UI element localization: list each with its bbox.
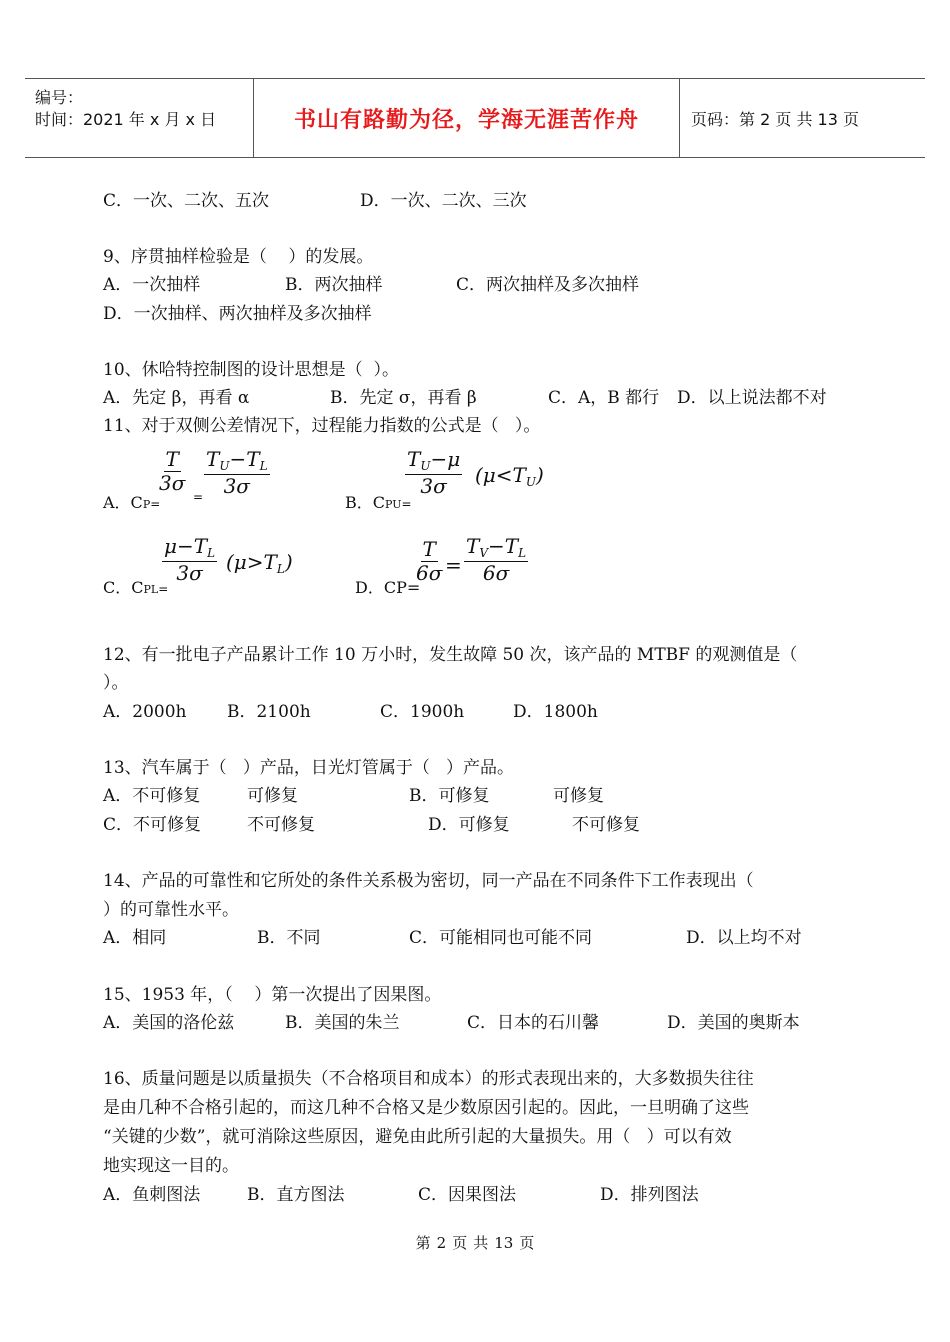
q13-option-c-second: 不可修复 [247, 815, 315, 835]
formula-c-label: C．CPL= [103, 578, 169, 597]
formula-c-condition: $(\mu>T_L)$ [226, 550, 293, 576]
header-motto: 书山有路勤为径，学海无涯苦作舟 [293, 108, 639, 133]
q15-option-a: A．美国的洛伦兹 [103, 1013, 235, 1033]
question-14-line2: ）的可靠性水平。 [103, 900, 239, 920]
q16-option-c: C．因果图法 [418, 1185, 517, 1205]
q9-option-d: D．一次抽样、两次抽样及多次抽样 [103, 304, 372, 324]
q10-option-c: C．A，B 都行 [548, 388, 660, 408]
q8-option-d: D．一次、二次、三次 [360, 191, 527, 211]
q12-option-d: D．1800h [513, 702, 598, 722]
q14-option-c: C．可能相同也可能不同 [409, 928, 593, 948]
q13-option-d-second: 不可修复 [572, 815, 640, 835]
question-16-line4: 地实现这一目的。 [103, 1156, 239, 1176]
question-15: 15、1953 年，（ ）第一次提出了因果图。 [103, 985, 442, 1005]
q12-option-c: C．1900h [380, 702, 465, 722]
formula-d-eq: = [445, 553, 462, 577]
question-11: 11、对于双侧公差情况下，过程能力指数的公式是（ ）。 [103, 416, 541, 436]
formula-c-frac: $\frac{\mu-T_L}{3\sigma}$ [164, 534, 216, 585]
time-label: 时间：2021 年 x 月 x 日 [35, 110, 217, 129]
formula-a-eq: = [193, 490, 204, 504]
formula-d-frac2: $\frac{T_V-T_L}{6\sigma}$ [466, 534, 527, 585]
formula-d-label: D．CP= [355, 578, 421, 597]
question-16-line2: 是由几种不合格引起的，而这几种不合格又是少数原因引起的。因此，一旦明确了这些 [103, 1098, 749, 1118]
formula-b-condition: $(\mu<T_U)$ [475, 463, 544, 489]
q14-option-b: B．不同 [257, 928, 321, 948]
header-right-cell [679, 79, 925, 157]
header-left-cell [25, 79, 253, 157]
serial-label: 编号： [35, 88, 84, 107]
q8-option-c: C．一次、二次、五次 [103, 191, 270, 211]
q9-option-c: C．两次抽样及多次抽样 [456, 275, 640, 295]
q14-option-a: A．相同 [103, 928, 167, 948]
q16-option-b: B．直方图法 [247, 1185, 345, 1205]
header-middle-cell [253, 79, 680, 157]
q16-option-a: A．鱼刺图法 [103, 1185, 201, 1205]
formula-b-frac: $\frac{T_U-\mu}{3\sigma}$ [407, 447, 461, 498]
q12-option-b: B．2100h [227, 702, 311, 722]
page-info: 页码：第 2 页 共 13 页 [691, 110, 859, 129]
q10-option-a: A．先定 β，再看 α [103, 388, 250, 408]
footer-page-number: 2 [436, 1234, 447, 1252]
page-footer: 第 2 页 共 13 页 [415, 1234, 535, 1252]
question-16-line3: “关键的少数”，就可消除这些原因，避免由此所引起的大量损失。用（ ）可以有效 [103, 1127, 732, 1147]
q16-option-d: D．排列图法 [600, 1185, 699, 1205]
q15-option-c: C．日本的石川馨 [467, 1013, 600, 1033]
q9-option-a: A．一次抽样 [103, 275, 201, 295]
question-10: 10、休哈特控制图的设计思想是（ ）。 [103, 360, 399, 380]
question-16-line1: 16、质量问题是以质量损失（不合格项目和成本）的形式表现出来的，大多数损失往往 [103, 1069, 754, 1089]
page-header [25, 78, 925, 158]
formula-b-label: B．CPU= [345, 493, 412, 512]
question-9: 9、序贯抽样检验是（ ）的发展。 [103, 247, 374, 267]
question-13: 13、汽车属于（ ）产品，日光灯管属于（ ）产品。 [103, 758, 515, 778]
formula-a-frac1: $\frac{T}{3\sigma}$ [159, 447, 186, 495]
q13-option-a-second: 可修复 [247, 786, 298, 806]
q13-option-b-second: 可修复 [553, 786, 604, 806]
q9-option-b: B．两次抽样 [285, 275, 383, 295]
formula-a-label: A．CP= [103, 493, 161, 512]
q14-option-d: D．以上均不对 [686, 928, 802, 948]
footer-total-pages: 13 [494, 1234, 514, 1252]
q15-option-d: D．美国的奥斯本 [667, 1013, 800, 1033]
q13-option-d: D．可修复 [428, 815, 510, 835]
q13-option-b: B．可修复 [409, 786, 490, 806]
q13-option-a: A．不可修复 [103, 786, 201, 806]
question-12-line1: 12、有一批电子产品累计工作 10 万小时，发生故障 50 次，该产品的 MTBF 的观测值是（ [103, 645, 798, 665]
q10-option-b: B．先定 σ，再看 β [330, 388, 477, 408]
q12-option-a: A．2000h [103, 702, 187, 722]
formula-a-frac2: $\frac{T_U-T_L}{3\sigma}$ [206, 447, 268, 498]
q13-option-c: C．不可修复 [103, 815, 202, 835]
question-14-line1: 14、产品的可靠性和它所处的条件关系极为密切，同一产品在不同条件下工作表现出（ [103, 871, 754, 891]
question-12-line2: ）。 [103, 673, 129, 693]
q10-option-d: D．以上说法都不对 [677, 388, 827, 408]
formula-d-frac1: $\frac{T}{6\sigma}$ [416, 537, 443, 585]
q15-option-b: B．美国的朱兰 [285, 1013, 400, 1033]
